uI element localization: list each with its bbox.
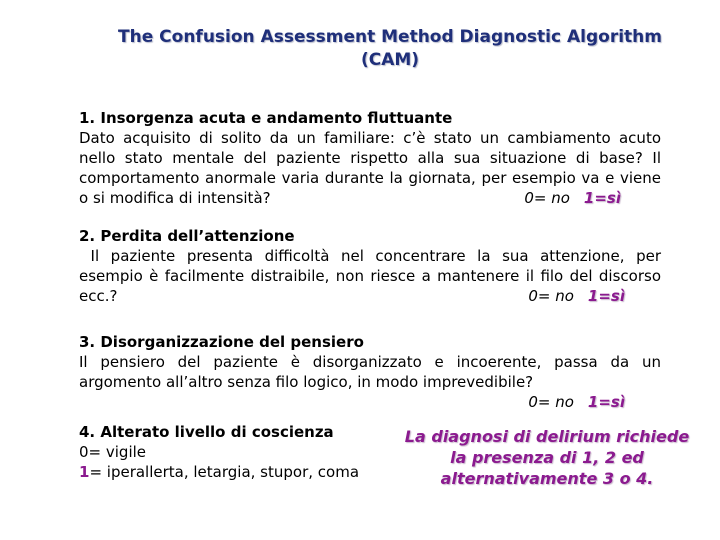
criterion-3-answer [79,392,661,412]
criterion-3 [79,332,661,412]
criterion-3-heading: 3. Disorganizzazione del pensiero [79,333,364,351]
answer-yes: 1=sì [587,287,625,305]
criterion-2 [79,226,666,306]
criterion-4-option-1: 1= iperallerta, letargia, stupor, coma [79,463,360,481]
criterion-1 [79,108,661,208]
criterion-2-text: Il paziente presenta difficoltà nel concentrare la sua attenzione, per esempio è facilmente distraibile, non riesce a mantenere il filo del discorso ecc.? [79,247,666,305]
criterion-4-option-0: 0= vigile [79,443,147,461]
diagnosis-note: La diagnosi di delirium richiede la presenza di 1, 2 ed alternativamente 3 o 4. [404,427,690,488]
title-line-2: (CAM) [360,50,420,70]
criterion-1-text: Dato acquisito di solito da un familiare: c’è stato un cambiamento acuto nello stato mentale del paziente rispetto alla sua situazione di base? Il comportamento anormale varia durante la giornata, per esempio va e viene o si modifica di intensità? [79,129,661,207]
criterion-4-heading: 4. Alterato livello di coscienza [79,423,334,441]
answer-yes: 1=sì [583,189,621,207]
answer-no: 0= no [528,393,574,411]
criterion-3-text: Il pensiero del paziente è disorganizzato e incoerente, passa da un argomento all’altro senza filo logico, in modo imprevedibile? [79,353,661,391]
criterion-4 [79,422,389,482]
answer-yes: 1=sì [587,393,625,411]
page-title [80,26,700,72]
answer-no: 0= no [528,287,574,305]
criterion-1-answer [524,188,621,208]
answer-no: 0= no [524,189,570,207]
title-line-1: The Confusion Assessment Method Diagnostic Algorithm [118,27,662,47]
criterion-1-heading: 1. Insorgenza acuta e andamento fluttuante [79,109,453,127]
criterion-2-heading: 2. Perdita dell’attenzione [79,227,295,245]
criterion-2-answer [79,286,661,306]
